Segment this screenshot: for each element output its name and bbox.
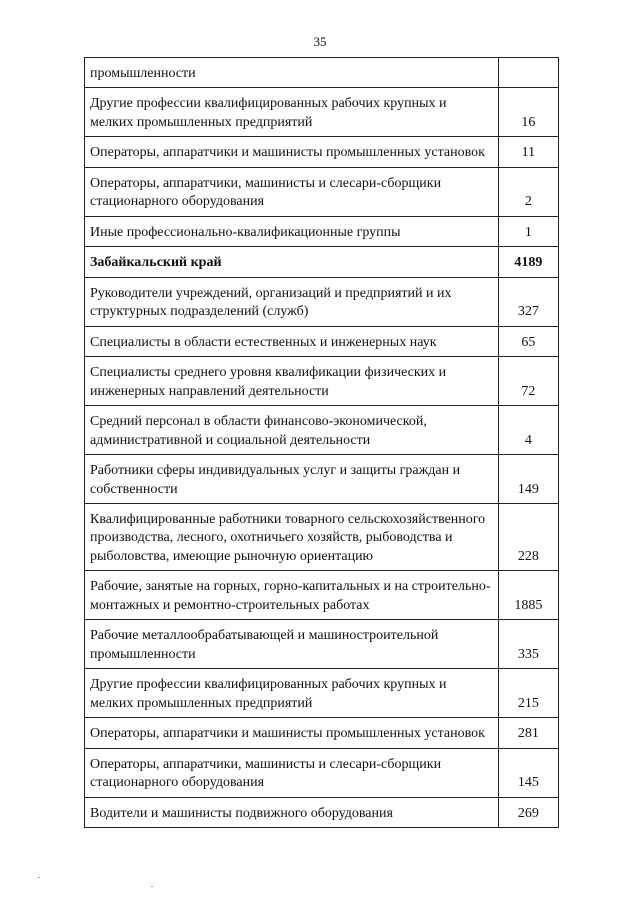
- page-number: 35: [313, 34, 327, 49]
- row-label: Водители и машинисты подвижного оборудования: [85, 797, 499, 827]
- data-table: [84, 57, 559, 828]
- scan-speck: [151, 886, 153, 887]
- row-label: Рабочие металлообрабатывающей и машиностроительной промышленности: [85, 620, 499, 669]
- table-row: [85, 216, 559, 246]
- row-value: 16: [498, 88, 558, 137]
- table-row: [85, 406, 559, 455]
- table-row: [85, 88, 559, 137]
- scan-speck: [38, 877, 40, 878]
- row-label: Иные профессионально-квалификационные группы: [85, 216, 499, 246]
- row-label: Специалисты в области естественных и инженерных наук: [85, 326, 499, 356]
- table-body: [85, 58, 559, 828]
- table-row: [85, 357, 559, 406]
- table-row: [85, 167, 559, 216]
- row-value: 145: [498, 748, 558, 797]
- table-row: [85, 137, 559, 167]
- row-value: 215: [498, 669, 558, 718]
- row-value: 149: [498, 455, 558, 504]
- table-row-region-total: [85, 247, 559, 277]
- table-row: [85, 748, 559, 797]
- row-label: Другие профессии квалифицированных рабочих крупных и мелких промышленных предприятий: [85, 88, 499, 137]
- table-row: [85, 718, 559, 748]
- row-label: Операторы, аппаратчики, машинисты и слесари-сборщики стационарного оборудования: [85, 748, 499, 797]
- row-value: 335: [498, 620, 558, 669]
- table-row: [85, 571, 559, 620]
- table-row: [85, 797, 559, 827]
- row-label: Забайкальский край: [85, 247, 499, 277]
- table-row: [85, 669, 559, 718]
- table-row: [85, 620, 559, 669]
- row-value: 269: [498, 797, 558, 827]
- table-row: [85, 326, 559, 356]
- row-value: 4: [498, 406, 558, 455]
- row-label: Другие профессии квалифицированных рабочих крупных и мелких промышленных предприятий: [85, 669, 499, 718]
- row-value: [498, 58, 558, 88]
- row-value: 281: [498, 718, 558, 748]
- row-label: Рабочие, занятые на горных, горно-капитальных и на строительно-монтажных и ремонтно-строительных работах: [85, 571, 499, 620]
- row-label: Специалисты среднего уровня квалификации физических и инженерных направлений деятельности: [85, 357, 499, 406]
- row-label: Операторы, аппаратчики и машинисты промышленных установок: [85, 718, 499, 748]
- table-row: [85, 455, 559, 504]
- row-value: 1885: [498, 571, 558, 620]
- row-value: 1: [498, 216, 558, 246]
- row-label: промышленности: [85, 58, 499, 88]
- row-value: 2: [498, 167, 558, 216]
- row-value: 327: [498, 277, 558, 326]
- row-label: Квалифицированные работники товарного сельскохозяйственного производства, лесного, охотничьего хозяйств, рыбоводства и рыболовства, имеющие рыночную ориентацию: [85, 503, 499, 570]
- table-row: [85, 503, 559, 570]
- row-value: 228: [498, 503, 558, 570]
- table-row: [85, 277, 559, 326]
- row-value: 65: [498, 326, 558, 356]
- row-label: Операторы, аппаратчики и машинисты промышленных установок: [85, 137, 499, 167]
- row-label: Руководители учреждений, организаций и предприятий и их структурных подразделений (служб): [85, 277, 499, 326]
- row-label: Средний персонал в области финансово-экономической, административной и социальной деятельности: [85, 406, 499, 455]
- table-row: [85, 58, 559, 88]
- row-label: Работники сферы индивидуальных услуг и защиты граждан и собственности: [85, 455, 499, 504]
- row-value: 4189: [498, 247, 558, 277]
- row-label: Операторы, аппаратчики, машинисты и слесари-сборщики стационарного оборудования: [85, 167, 499, 216]
- row-value: 72: [498, 357, 558, 406]
- row-value: 11: [498, 137, 558, 167]
